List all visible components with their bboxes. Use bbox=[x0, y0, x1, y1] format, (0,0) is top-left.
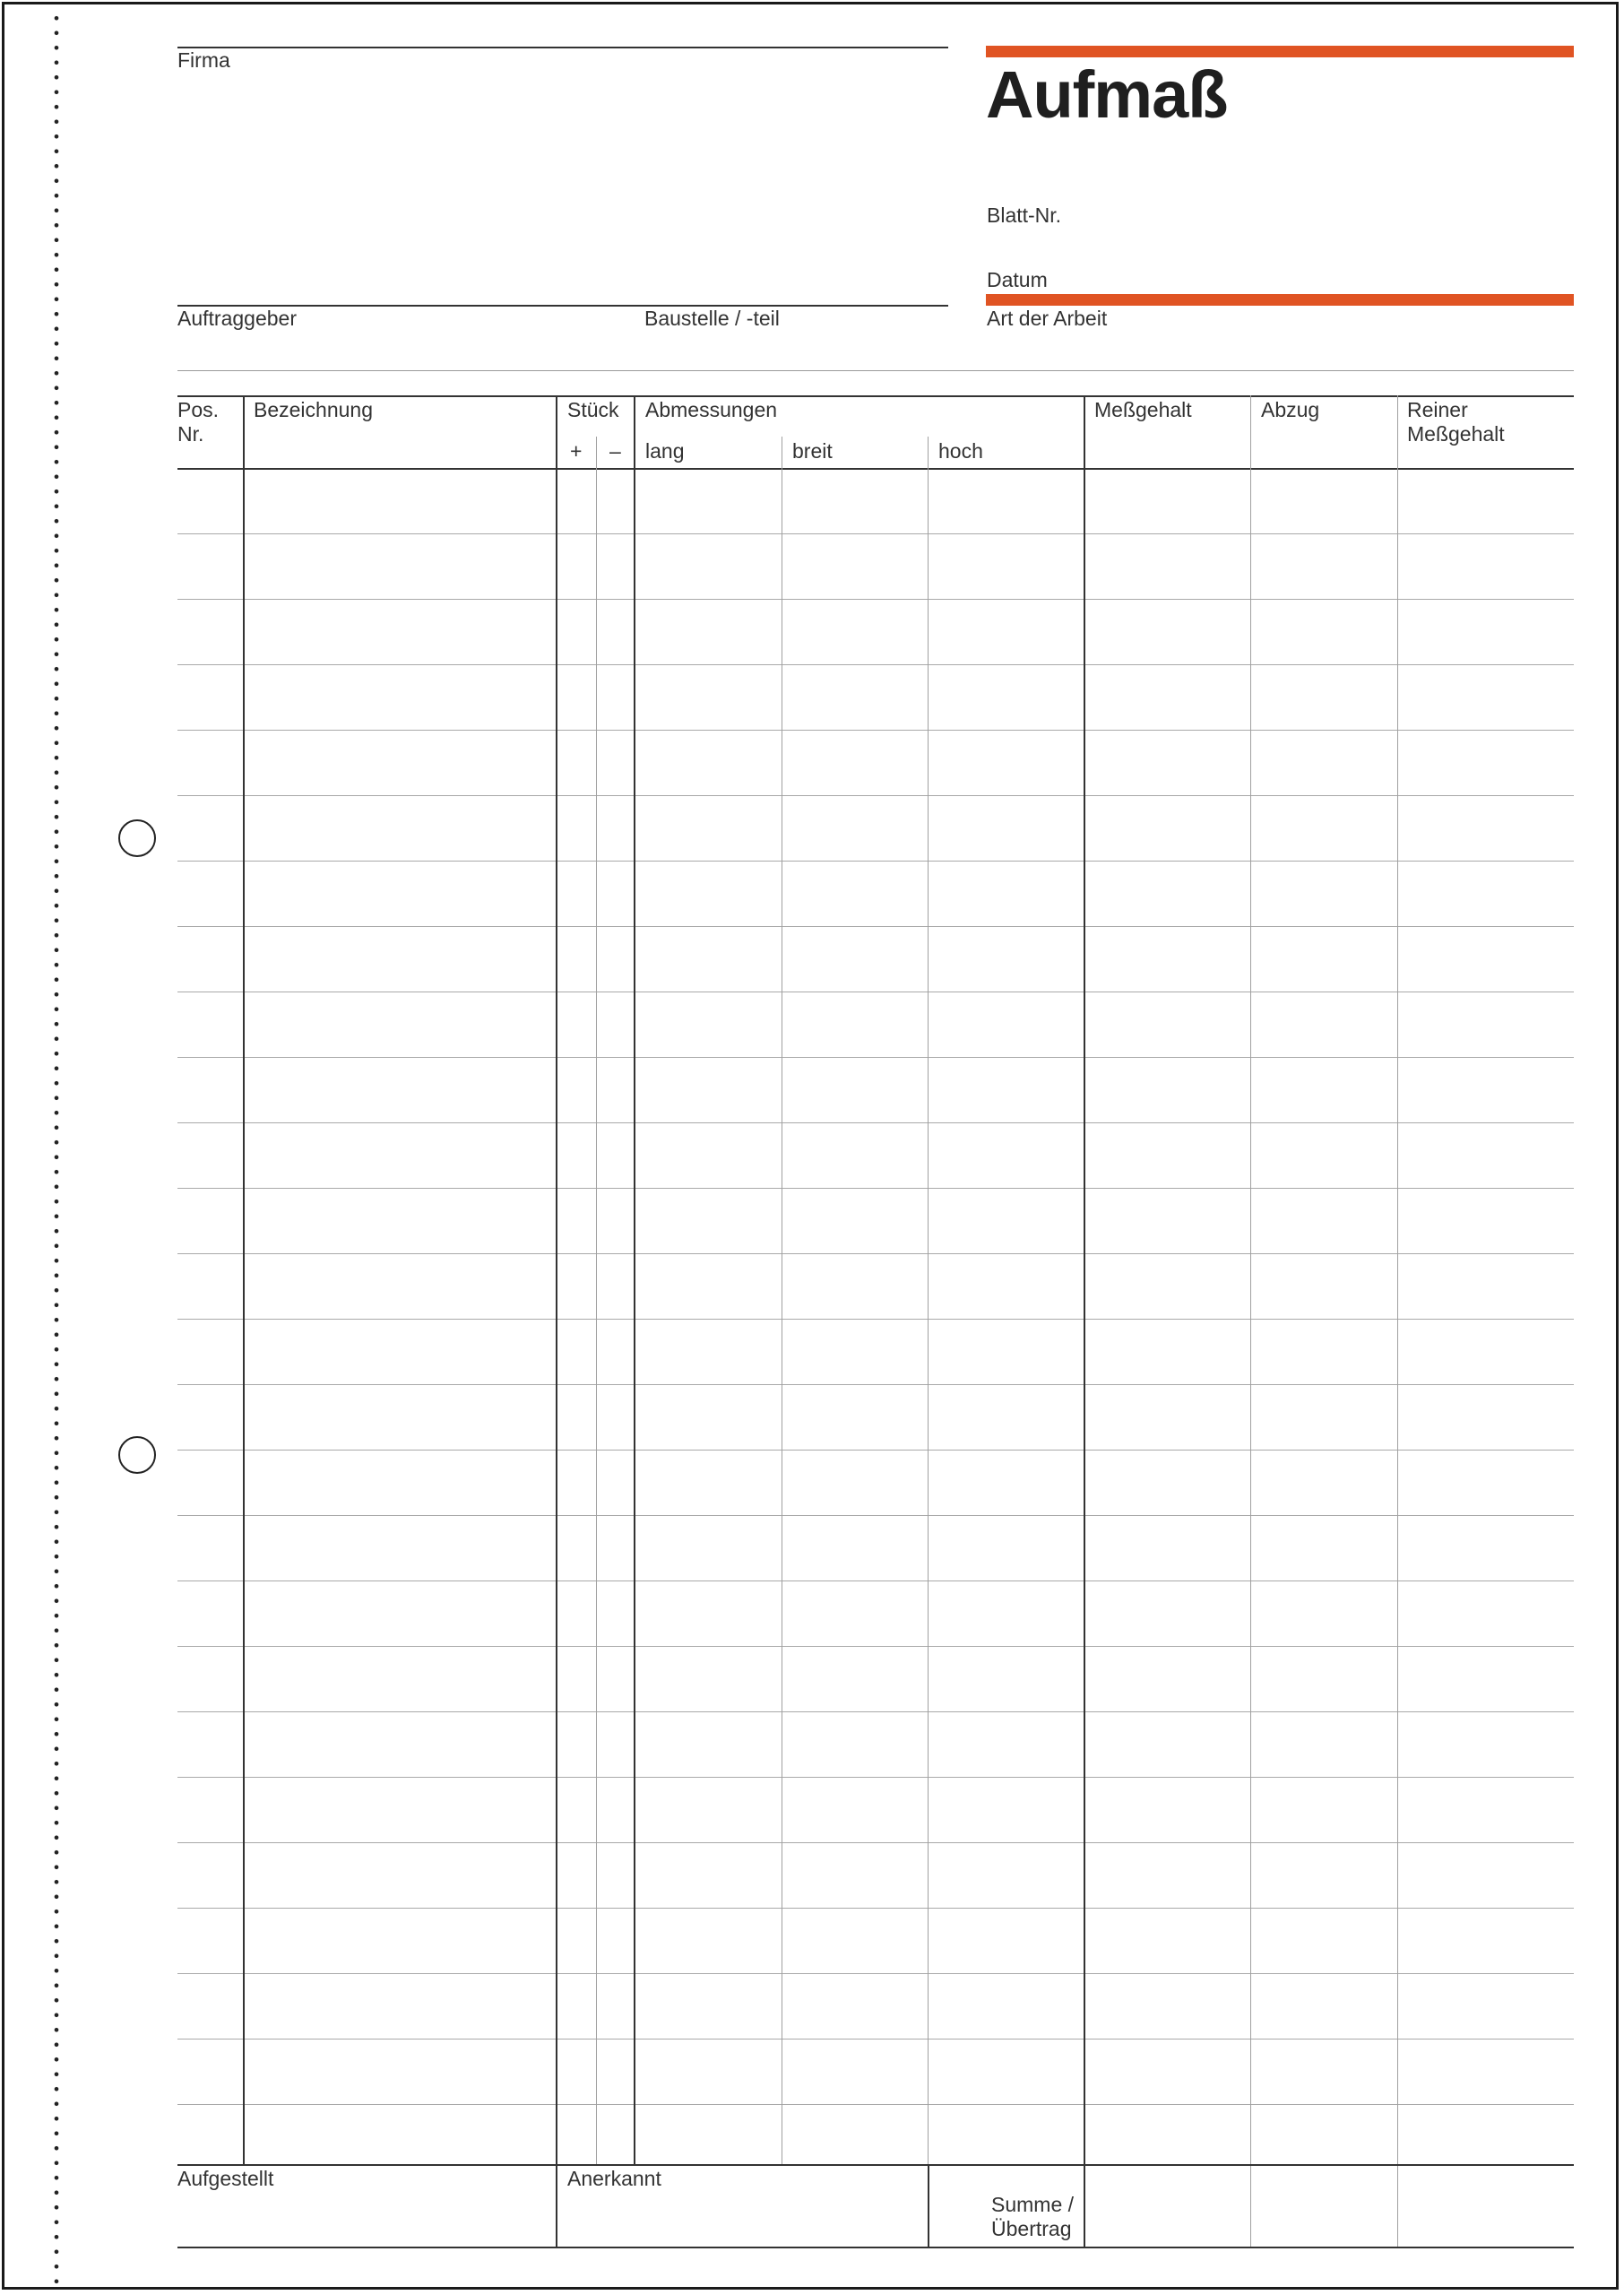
col-line-pos bbox=[243, 395, 245, 2165]
art-der-arbeit-label: Art der Arbeit bbox=[987, 307, 1108, 330]
footer-top-line bbox=[177, 2164, 1574, 2166]
header-reiner: Reiner bbox=[1407, 398, 1468, 421]
firma-label: Firma bbox=[177, 48, 230, 72]
col-line-messgehalt bbox=[1250, 395, 1251, 2247]
header-nr: Nr. bbox=[177, 422, 204, 446]
col-line-breit bbox=[928, 437, 929, 2165]
perforation-line bbox=[54, 11, 59, 2284]
title-accent-bar-top bbox=[986, 46, 1574, 57]
col-line-bezeichnung bbox=[556, 395, 557, 2247]
footer-aufgestellt: Aufgestellt bbox=[177, 2167, 274, 2190]
header-messgehalt: Meßgehalt bbox=[1094, 398, 1192, 421]
form-title: Aufmaß bbox=[986, 57, 1228, 132]
art-der-arbeit-line bbox=[177, 370, 1574, 371]
header-hoch: hoch bbox=[938, 439, 983, 463]
blatt-nr-label: Blatt-Nr. bbox=[987, 204, 1062, 227]
header-abzug: Abzug bbox=[1261, 398, 1320, 421]
baustelle-label: Baustelle / -teil bbox=[644, 307, 780, 330]
footer-uebertrag: Übertrag bbox=[991, 2217, 1072, 2240]
table-rows[interactable] bbox=[177, 469, 1574, 2166]
table-top-line bbox=[177, 395, 1574, 397]
header-breit: breit bbox=[792, 439, 833, 463]
firma-line bbox=[177, 47, 948, 48]
col-line-stueck bbox=[634, 395, 635, 2165]
auftraggeber-label: Auftraggeber bbox=[177, 307, 297, 330]
header-minus: – bbox=[609, 439, 621, 463]
footer-bottom-line bbox=[177, 2247, 1574, 2248]
footer-anerkannt: Anerkannt bbox=[567, 2167, 661, 2190]
datum-accent-bar bbox=[986, 294, 1574, 306]
punch-hole-bottom bbox=[118, 1436, 156, 1474]
col-line-plus bbox=[596, 437, 597, 2165]
col-line-summe bbox=[928, 2164, 929, 2247]
header-plus: + bbox=[570, 439, 583, 463]
header-lang: lang bbox=[645, 439, 685, 463]
header-reiner-messgehalt: Meßgehalt bbox=[1407, 422, 1505, 446]
col-line-abzug bbox=[1397, 395, 1398, 2247]
header-abmessungen: Abmessungen bbox=[645, 398, 778, 421]
header-pos: Pos. bbox=[177, 398, 220, 421]
datum-label: Datum bbox=[987, 268, 1048, 291]
punch-hole-top bbox=[118, 819, 156, 857]
header-bezeichnung: Bezeichnung bbox=[254, 398, 373, 421]
header-stueck: Stück bbox=[567, 398, 619, 421]
footer-summe: Summe / bbox=[991, 2193, 1075, 2216]
col-line-abmessungen bbox=[1084, 395, 1085, 2247]
